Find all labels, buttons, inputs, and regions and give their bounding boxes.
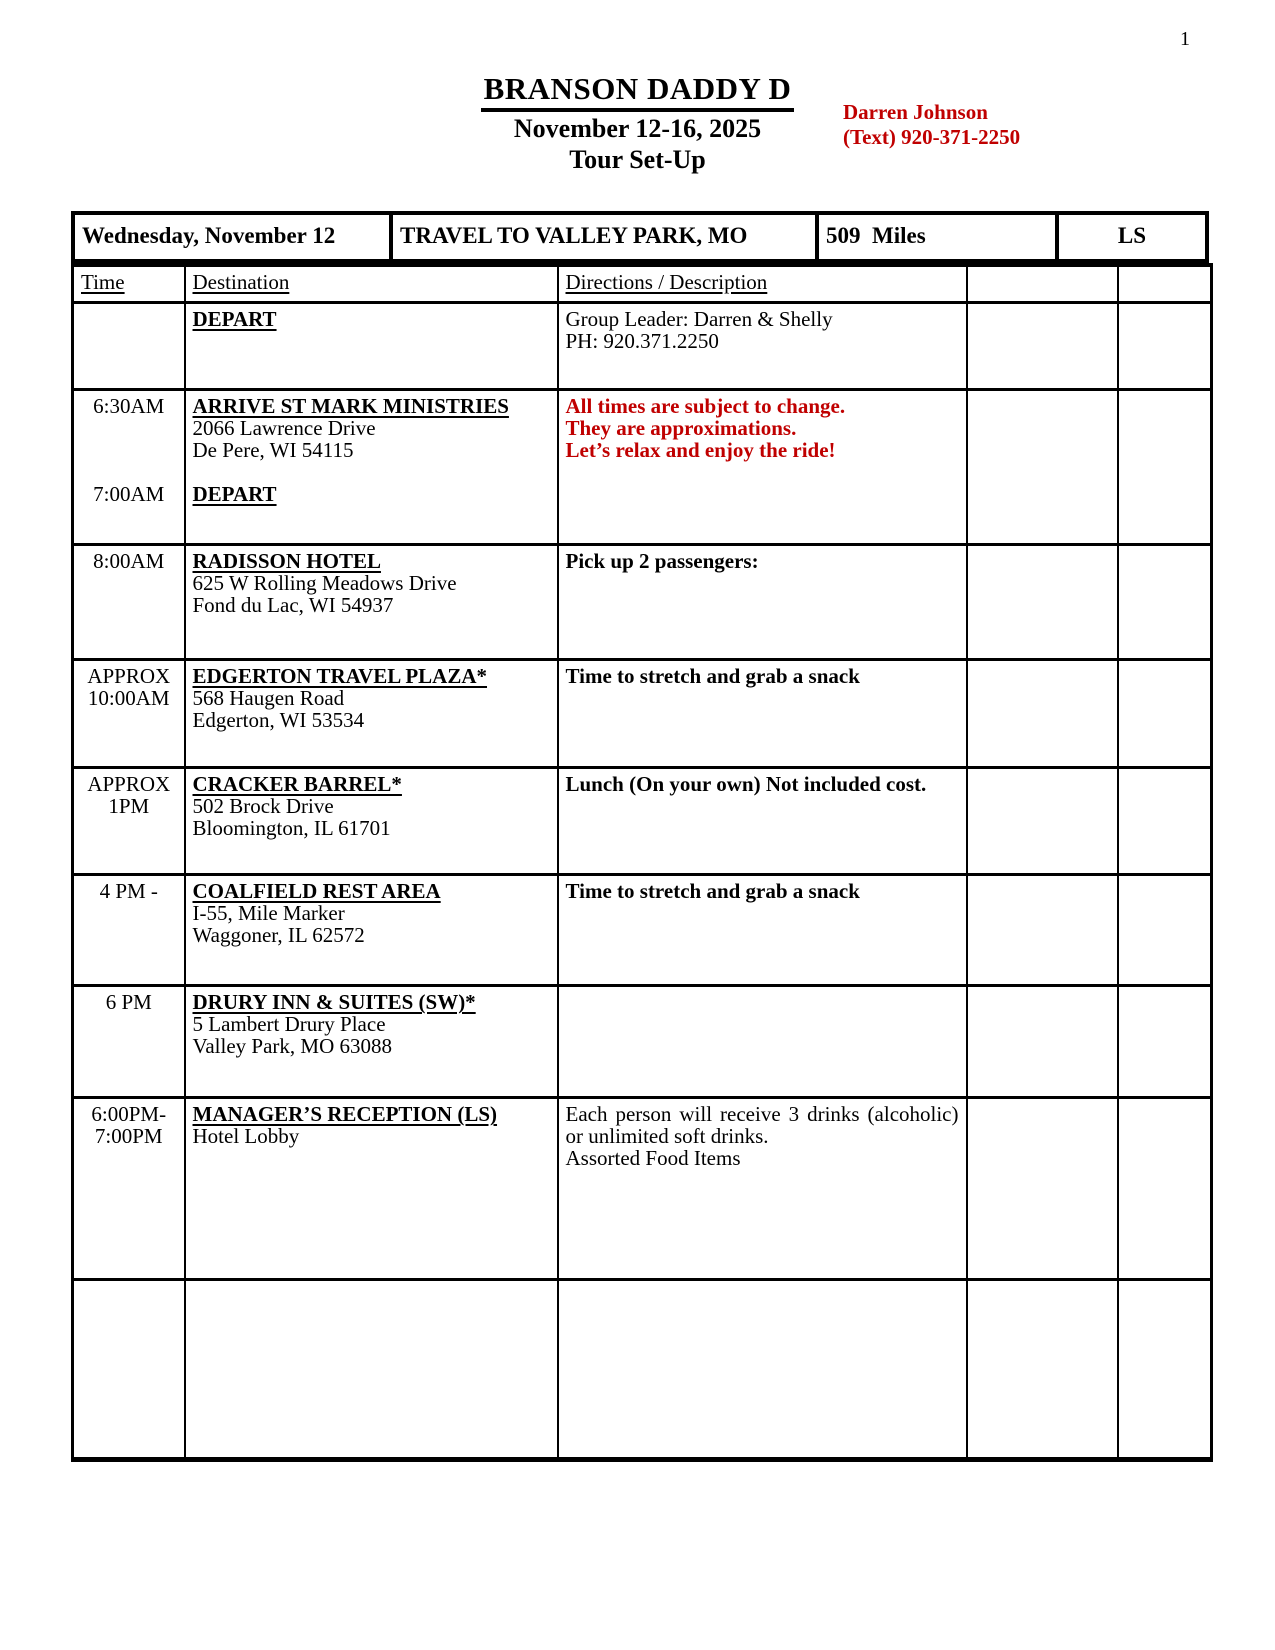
address-line: I-55, Mile Marker: [192, 901, 345, 926]
itinerary-row-edgerton: [73, 660, 1212, 768]
banner-miles: 509 Miles: [817, 213, 1057, 261]
col-header-directions-label: Directions / Description: [565, 269, 768, 294]
col-header-time: [73, 265, 185, 303]
blank-cell: [1118, 768, 1212, 875]
column-header-row: [73, 265, 1212, 303]
blank-cell: [967, 303, 1118, 390]
itinerary-row-managers-reception: [73, 1098, 1212, 1280]
banner-route: TRAVEL TO VALLEY PARK, MO: [391, 213, 817, 261]
address-line: De Pere, WI 54115: [192, 438, 354, 463]
time-cell: [73, 875, 185, 986]
directions-line: Lunch (On your own) Not included cost.: [565, 772, 927, 797]
itinerary-section: [71, 211, 1275, 1463]
itinerary-row-st-mark: [73, 390, 1212, 545]
itinerary-row-cracker-barrel: [73, 768, 1212, 875]
directions-cell: [558, 545, 967, 660]
address-line: 625 W Rolling Meadows Drive: [192, 571, 457, 596]
time-line: 6 PM: [105, 990, 152, 1015]
time-line: 6:30AM: [93, 394, 165, 419]
time-line: 10:00AM: [87, 686, 170, 711]
destination-title: COALFIELD REST AREA: [192, 879, 441, 904]
directions-line: Group Leader: Darren & Shelly: [565, 307, 833, 332]
blank-cell: [1118, 303, 1212, 390]
destination-cell: [185, 1098, 558, 1280]
directions-cell: [558, 303, 967, 390]
col-header-destination: [185, 265, 558, 303]
doc-subtitle: Tour Set-Up: [569, 144, 706, 174]
itinerary-row-empty: [73, 1280, 1212, 1460]
blank-cell: [967, 265, 1118, 303]
time-line: 7:00AM: [93, 482, 165, 507]
col-header-destination-label: Destination: [192, 269, 290, 294]
address-line: Valley Park, MO 63088: [192, 1034, 392, 1059]
col-header-time-label: Time: [81, 269, 125, 294]
day-banner: [71, 211, 1209, 263]
contact-block: [843, 100, 1020, 150]
time-line: 4 PM -: [99, 879, 158, 904]
address-line: 2066 Lawrence Drive: [192, 416, 376, 441]
destination-cell: [185, 303, 558, 390]
itinerary-row-radisson: [73, 545, 1212, 660]
itinerary-row-coalfield: [73, 875, 1212, 986]
directions-paragraph: Each person will receive 3 drinks (alcoholic) or unlimited soft drinks.: [565, 1102, 959, 1149]
address-line: 5 Lambert Drury Place: [192, 1012, 386, 1037]
blank-cell: [1118, 660, 1212, 768]
directions-cell: [558, 768, 967, 875]
document-header: [0, 0, 1275, 174]
directions-line: Time to stretch and grab a snack: [565, 879, 860, 904]
blank-cell: [1118, 390, 1212, 545]
blank-cell: [967, 1098, 1118, 1280]
blank-cell: [967, 545, 1118, 660]
address-line: Edgerton, WI 53534: [192, 708, 365, 733]
destination-cell: [185, 875, 558, 986]
blank-cell: [1118, 875, 1212, 986]
directions-line: Time to stretch and grab a snack: [565, 664, 860, 689]
blank-cell: [1118, 1098, 1212, 1280]
destination-title: CRACKER BARREL*: [192, 772, 402, 797]
destination-title: ARRIVE ST MARK MINISTRIES: [192, 394, 509, 419]
blank-cell: [967, 1280, 1118, 1460]
itinerary-row-depart: [73, 303, 1212, 390]
destination-cell: [185, 390, 558, 545]
time-cell: [73, 390, 185, 545]
directions-cell: [558, 1280, 967, 1460]
address-line: Fond du Lac, WI 54937: [192, 593, 394, 618]
directions-cell: [558, 1098, 967, 1280]
time-cell: [73, 660, 185, 768]
destination-title: DEPART: [192, 307, 277, 332]
time-line: 8:00AM: [93, 549, 165, 574]
contact-name: Darren Johnson: [843, 100, 988, 124]
blank-cell: [1118, 1280, 1212, 1460]
time-cell: [73, 986, 185, 1098]
destination-title: DEPART: [192, 482, 277, 507]
address-line: Bloomington, IL 61701: [192, 816, 391, 841]
time-line: 7:00PM: [94, 1124, 163, 1149]
directions-line: Let’s relax and enjoy the ride!: [565, 438, 836, 463]
blank-cell: [967, 660, 1118, 768]
time-line: 1PM: [108, 794, 150, 819]
spacer-line: [81, 417, 177, 439]
itinerary-table: [71, 263, 1213, 1463]
spacer-line: [81, 439, 177, 461]
time-line: APPROX: [87, 772, 171, 797]
blank-cell: [1118, 986, 1212, 1098]
time-cell: [73, 1280, 185, 1460]
destination-cell: [185, 1280, 558, 1460]
directions-cell: [558, 875, 967, 986]
time-cell: [73, 768, 185, 875]
destination-title: DRURY INN & SUITES (SW)*: [192, 990, 476, 1015]
address-line: Waggoner, IL 62572: [192, 923, 365, 948]
time-cell: [73, 303, 185, 390]
address-line: 568 Haugen Road: [192, 686, 345, 711]
destination-cell: [185, 768, 558, 875]
blank-cell: [1118, 265, 1212, 303]
blank-cell: [967, 390, 1118, 545]
destination-cell: [185, 660, 558, 768]
directions-cell: [558, 390, 967, 545]
blank-cell: [967, 986, 1118, 1098]
directions-line: They are approximations.: [565, 416, 797, 441]
destination-title: MANAGER’S RECEPTION (LS): [192, 1102, 498, 1127]
spacer-line: [193, 461, 550, 483]
banner-day: Wednesday, November 12: [73, 213, 391, 261]
directions-line: Assorted Food Items: [565, 1146, 741, 1171]
time-line: APPROX: [87, 664, 171, 689]
directions-line: PH: 920.371.2250: [565, 329, 719, 354]
col-header-directions: [558, 265, 967, 303]
doc-title: BRANSON DADDY D: [481, 72, 795, 112]
destination-cell: [185, 545, 558, 660]
blank-cell: [1118, 545, 1212, 660]
directions-line: All times are subject to change.: [565, 394, 846, 419]
time-cell: [73, 545, 185, 660]
banner-code: LS: [1057, 213, 1207, 261]
spacer-line: [81, 461, 177, 483]
address-line: Hotel Lobby: [192, 1124, 300, 1149]
address-line: 502 Brock Drive: [192, 794, 334, 819]
contact-phone: (Text) 920-371-2250: [843, 125, 1021, 149]
destination-title: RADISSON HOTEL: [192, 549, 381, 574]
page-number: 1: [1180, 28, 1190, 50]
directions-line: Pick up 2 passengers:: [565, 549, 759, 574]
destination-title: EDGERTON TRAVEL PLAZA*: [192, 664, 488, 689]
doc-date-range: November 12-16, 2025: [513, 113, 762, 143]
directions-cell: [558, 986, 967, 1098]
blank-cell: [967, 875, 1118, 986]
destination-cell: [185, 986, 558, 1098]
directions-cell: [558, 660, 967, 768]
time-line: 6:00PM-: [91, 1102, 167, 1127]
blank-cell: [967, 768, 1118, 875]
itinerary-row-drury-inn: [73, 986, 1212, 1098]
time-cell: [73, 1098, 185, 1280]
